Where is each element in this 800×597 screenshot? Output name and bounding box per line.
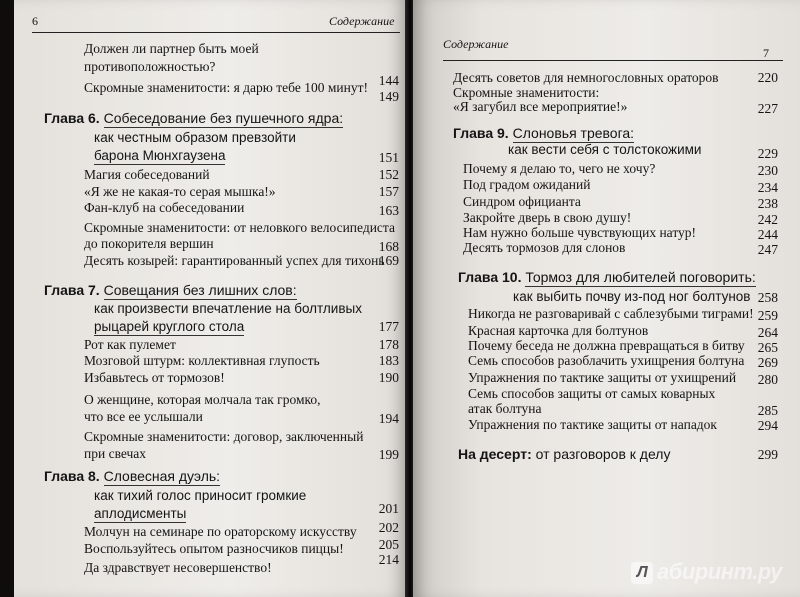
left-page [14,0,407,597]
toc-page: 238 [757,196,778,211]
right-page [413,0,800,597]
chapter-7-subtitle: как произвести впечатление на болтливых [94,301,362,316]
chapter-6-heading: Глава 6. Собеседование без пушечного ядра: [44,110,344,126]
toc-page: 152 [378,167,399,182]
toc-entry: Десять советов для немногословных ораторов [453,70,719,85]
toc-page: 247 [757,242,778,257]
toc-page: 177 [378,319,399,334]
toc-entry: Скромные знаменитости: договор, заключенный [84,429,364,444]
toc-page: 244 [757,227,778,242]
toc-page: 169 [378,253,399,268]
toc-entry: Упражнения по тактике защиты от ухищрений [468,370,737,385]
toc-entry: Десять тормозов для слонов [463,240,626,255]
toc-page: 202 [378,520,399,535]
toc-page: 183 [378,353,399,368]
toc-entry: Мозговой штурм: коллективная глупость [84,353,320,368]
toc-entry: Должен ли партнер быть моей [84,41,259,56]
toc-entry: Молчун на семинаре по ораторскому искусству [84,524,357,539]
chapter-8-subtitle: аплодисменты [94,506,187,521]
toc-page: 178 [378,337,399,352]
toc-page: 163 [378,203,399,218]
dessert-heading: На десерт: от разговоров к делу [458,446,671,462]
toc-page: 149 [378,89,399,104]
toc-entry: Нам нужно больше чувствующих натур! [463,225,697,240]
toc-entry: «Я загубил все мероприятие!» [453,99,628,114]
toc-page: 205 [378,537,399,552]
chapter-9-heading: Глава 9. Слоновья тревога: [453,125,635,141]
toc-page: 299 [757,447,778,462]
toc-entry: Десять козырей: гарантированный успех для тихонь [84,253,385,268]
header-rule-right [443,60,783,61]
toc-entry: Красная карточка для болтунов [468,323,649,338]
toc-entry: при свечах [84,446,147,461]
toc-page: 220 [757,70,778,85]
toc-page: 258 [757,290,778,305]
toc-page: 214 [378,552,399,567]
toc-entry: Избавьтесь от тормозов! [84,370,225,385]
toc-page: 190 [378,370,399,385]
toc-page: 294 [757,418,778,433]
toc-entry: Упражнения по тактике защиты от нападок [468,417,717,432]
page-number-left: 6 [32,14,38,28]
toc-page: 157 [378,184,399,199]
toc-page: 234 [757,180,778,195]
toc-entry: Магия собеседований [84,167,210,182]
chapter-9-subtitle: как вести себя с толстокожими [508,142,702,157]
toc-entry: «Я же не какая-то серая мышка!» [84,184,276,199]
chapter-10-heading: Глава 10. Тормоз для любителей поговорить: [458,269,756,285]
toc-entry: Да здравствует несовершенство! [84,560,272,575]
labirint-logo-icon: Л [631,562,653,584]
page-number-right: 7 [763,46,769,60]
running-header-left: Содержание [329,14,395,28]
toc-entry: О женщине, которая молчала так громко, [84,392,321,407]
toc-entry: Семь способов защиты от самых коварных [468,386,716,401]
toc-entry: что все ее услышали [84,409,203,424]
toc-page: 285 [757,403,778,418]
toc-page: 242 [757,212,778,227]
toc-page: 227 [757,101,778,116]
toc-page: 168 [378,239,399,254]
watermark [631,559,782,585]
toc-entry: Почему беседа не должна превращаться в битву [468,338,745,353]
toc-entry: Рот как пулемет [84,337,176,352]
toc-page: 280 [757,372,778,387]
chapter-7-subtitle: рыцарей круглого стола [94,319,245,334]
chapter-6-subtitle: барона Мюнхгаузена [94,148,226,163]
toc-page: 264 [757,325,778,340]
toc-entry: Семь способов разоблачить ухищрения болтуна [468,353,745,368]
toc-entry: противоположностью? [84,59,216,74]
toc-entry: Никогда не разговаривай с саблезубыми тиграми! [468,306,754,321]
toc-page: 151 [378,150,399,165]
toc-entry: Фан-клуб на собеседовании [84,200,245,215]
toc-entry: Почему я делаю то, чего не хочу? [463,161,656,176]
chapter-8-subtitle: как тихий голос приносит громкие [94,488,307,503]
chapter-6-subtitle: как честным образом превзойти [94,130,296,145]
toc-page: 194 [378,411,399,426]
toc-entry: Скромные знаменитости: [453,85,600,100]
toc-entry: до покорителя вершин [84,236,214,251]
header-rule-left [32,32,400,33]
watermark-text: абиринт.ру [657,559,782,584]
toc-entry: Синдром официанта [463,194,581,209]
toc-page: 229 [757,146,778,161]
toc-page: 199 [378,447,399,462]
chapter-7-heading: Глава 7. Совещания без лишних слов: [44,282,297,298]
toc-page: 144 [378,73,399,88]
toc-entry: Закройте дверь в свою душу! [463,210,632,225]
chapter-10-subtitle: как выбить почву из-под ног болтунов [513,289,751,304]
chapter-8-heading: Глава 8. Словесная дуэль: [44,468,221,484]
running-header-right: Содержание [443,37,509,51]
toc-page: 201 [378,501,399,516]
toc-entry: Скромные знаменитости: от неловкого велосипедиста [84,220,395,235]
toc-page: 265 [757,340,778,355]
toc-entry: атак болтуна [468,401,542,416]
toc-page: 269 [757,355,778,370]
toc-entry: Скромные знаменитости: я дарю тебе 100 минут! [84,80,368,95]
toc-entry: Воспользуйтесь опытом разносчиков пиццы! [84,541,344,556]
toc-page: 230 [757,163,778,178]
toc-page: 259 [757,308,778,323]
toc-entry: Под градом ожиданий [463,177,591,192]
